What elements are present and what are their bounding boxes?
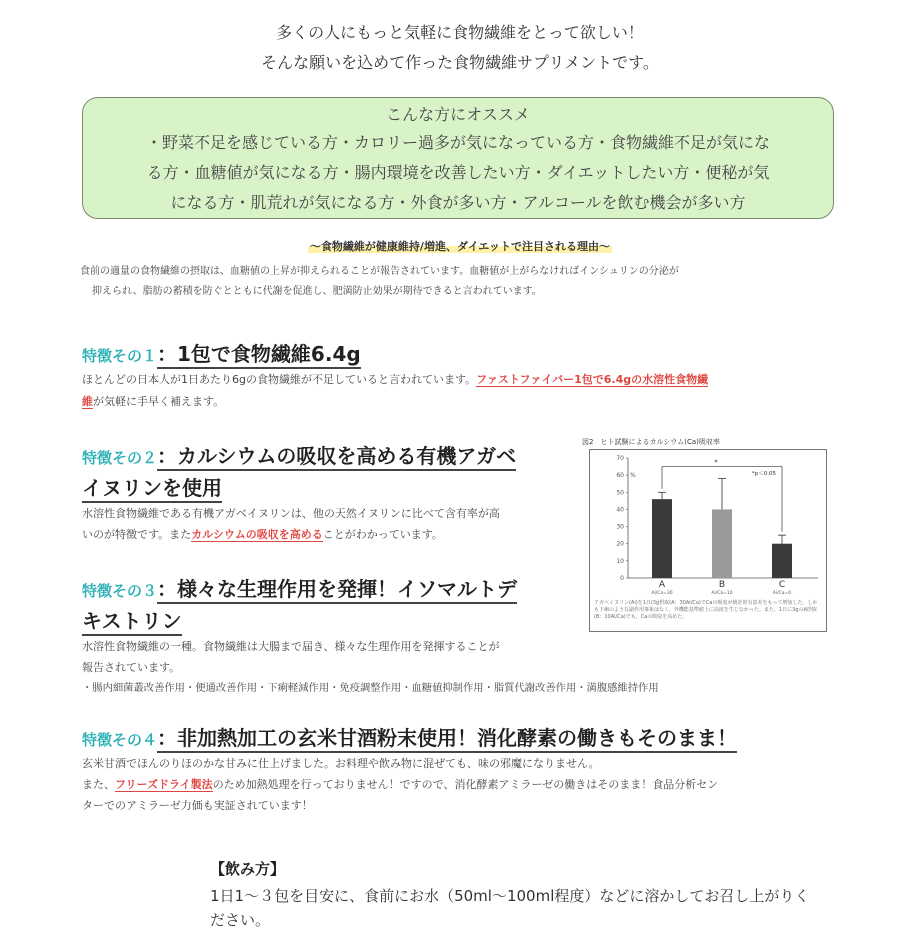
feature-4-body-line-2 xyxy=(82,775,718,795)
chart-category-label: B xyxy=(718,580,726,590)
feature-4-heading xyxy=(82,722,737,751)
chart-sig-star: * xyxy=(714,458,718,467)
feature-3-num: 特徴その３ xyxy=(82,582,158,600)
chart-category-label: C xyxy=(778,580,786,590)
feature-3-heading-cont xyxy=(82,605,182,634)
drink-line-1: 1日1〜３包を目安に、食前にお水（50ml〜100ml程度）などに溶かしてお召し上がりく xyxy=(210,887,810,905)
chart-y-tick-label: 40 xyxy=(616,506,624,514)
feature-1-body-line-2 xyxy=(82,392,224,412)
chart-y-tick-label: 10 xyxy=(616,557,624,565)
feature-3-body-line-2: 報告されています。 xyxy=(82,661,181,674)
recommend-line-1: ・野菜不足を感じている方・カロリー過多が気になっている方・食物繊維不足が気にな xyxy=(145,133,770,152)
feature-1-heading xyxy=(82,338,361,367)
drink-body xyxy=(210,884,809,932)
feature-4-body-red: フリーズドライ製法 xyxy=(115,778,213,791)
chart-category-sublabel: Ai/Ca=30 xyxy=(651,591,673,596)
feature-1-num: 特徴その１ xyxy=(82,347,158,365)
feature-3-body-line-3: ・腸内細菌叢改善作用・便通改善作用・下痢軽減作用・免疫調整作用・血糖値抑制作用・脂質代謝改善作用・満腹感維持作用 xyxy=(82,682,659,694)
feature-3-heading xyxy=(82,573,517,602)
chart-y-tick-label: 0 xyxy=(620,575,624,582)
feature-3-title-line-2: キストリン xyxy=(82,609,182,636)
chart-category-label: A xyxy=(658,580,666,590)
chart-p-value-label: *p＜0.05 xyxy=(752,471,776,478)
reason-line-2: 抑えられ、脂肪の蓄積を防ぐとともに代謝を促進し、肥満防止効果が期待できると言われています。 xyxy=(92,286,542,297)
feature-4-body-a: また、 xyxy=(82,778,115,791)
chart-note: アガベイヌリン(Ai)を1日(3g摂取(A：30Ai/Ca)でCaの吸収が統計的有意差をもって増加した。しかも下痢のような副作用事象はなく、外機能基準値上に高度を生じなかった。また、1日に3gのA摂取(B：10Ai/Ca)でも、Caの吸収を高めた。 xyxy=(594,600,818,620)
feature-4-body-line-3: ターでのアミラーゼ力価も実証されています！ xyxy=(82,799,313,812)
feature-2-body-line-1: 水溶性食物繊維である有機アガベイヌリンは、他の天然イヌリンに比べて含有率が高 xyxy=(82,507,500,520)
reason-body xyxy=(80,262,840,302)
chart-y-tick-label: 70 xyxy=(616,455,624,462)
feature-2-heading-cont xyxy=(82,472,222,501)
feature-1-body-a: ほとんどの日本人が1日あたり6gの食物繊維が不足していると言われています。 xyxy=(82,373,477,386)
chart-y-tick-label: 30 xyxy=(616,523,624,531)
feature-2-title-line-1: ：カルシウムの吸収を高める有機アガベ xyxy=(157,444,516,471)
chart-category-sublabel: Ai/Ca=10 xyxy=(711,591,733,596)
feature-2-heading xyxy=(82,440,516,469)
reason-title-text: 〜食物繊維が健康維持/増進、ダイエットで注目される理由〜 xyxy=(309,240,611,253)
chart-box xyxy=(589,449,827,632)
chart-y-unit-label: % xyxy=(630,472,636,480)
feature-1-body-red-2: 維 xyxy=(82,395,93,408)
reason-line-1: 食前の適量の食物繊維の摂取は、血糖値の上昇が抑えられることが報告されています。血糖値が上がらなければインシュリンの分泌が xyxy=(80,266,679,277)
drink-line-2: ださい。 xyxy=(210,911,271,929)
feature-4-title: ：非加熱加工の玄米甘酒粉末使用！消化酵素の働きもそのまま！ xyxy=(157,726,737,753)
chart-bar-B xyxy=(712,509,732,578)
feature-1-title: ：1包で食物繊維6.4g xyxy=(157,342,361,369)
feature-2-body-b: ことがわかっています。 xyxy=(322,528,443,541)
feature-2-body-line-2 xyxy=(82,525,443,545)
intro-line-2: そんな願いを込めて作った食物繊維サプリメントです。 xyxy=(261,53,659,72)
chart-title: 図2 ヒト試験によるカルシウム(Ca)吸収率 xyxy=(582,438,720,446)
feature-2-body-red: カルシウムの吸収を高める xyxy=(191,528,323,541)
drink-heading: 【飲み方】 xyxy=(210,860,286,878)
chart-category-sublabel: Ai/Ca=0 xyxy=(772,591,792,596)
feature-4-body-b: のため加熱処理を行っておりません！ですので、消化酵素アミラーゼの働きはそのまま！食品分析セン xyxy=(212,778,719,791)
feature-1-body-line-1 xyxy=(82,370,708,390)
feature-3-body-line-1: 水溶性食物繊維の一種。食物繊維は大腸まで届き、様々な生理作用を発揮することが xyxy=(82,640,500,653)
chart-bar-C xyxy=(772,544,792,578)
intro-line-1: 多くの人にもっと気軽に食物繊維をとって欲しい！ xyxy=(276,23,644,42)
feature-3-title-line-1: ：様々な生理作用を発揮！イソマルトデ xyxy=(157,577,517,604)
feature-4-body-line-1: 玄米甘酒でほんのりほのかな甘みに仕上げました。お料理や飲み物に混ぜても、味の邪魔になりません。 xyxy=(82,757,600,770)
chart-bar-A xyxy=(652,499,672,578)
recommend-line-2: る方・血糖値が気になる方・腸内環境を改善したい方・ダイエットしたい方・便秘が気 xyxy=(146,163,770,182)
feature-2-title-line-2: イヌリンを使用 xyxy=(82,476,222,503)
feature-1-body-b: が気軽に手早く補えます。 xyxy=(93,395,225,408)
chart-y-tick-label: 50 xyxy=(616,489,624,497)
chart-y-tick-label: 20 xyxy=(616,540,624,548)
intro-text xyxy=(0,18,920,78)
recommend-line-3: になる方・肌荒れが気になる方・外食が多い方・アルコールを飲む機会が多い方 xyxy=(170,193,746,212)
recommend-title: こんな方にオススメ xyxy=(386,105,530,124)
feature-1-body-red: ファストファイバー1包で6.4gの水溶性食物繊 xyxy=(476,373,709,386)
chart-y-tick-label: 60 xyxy=(616,472,624,480)
feature-2-num: 特徴その２ xyxy=(82,449,158,467)
feature-2-body-a: いのが特徴です。また xyxy=(82,528,192,541)
feature-4-num: 特徴その４ xyxy=(82,731,158,749)
recommend-box xyxy=(82,97,834,219)
reason-title xyxy=(0,238,920,254)
